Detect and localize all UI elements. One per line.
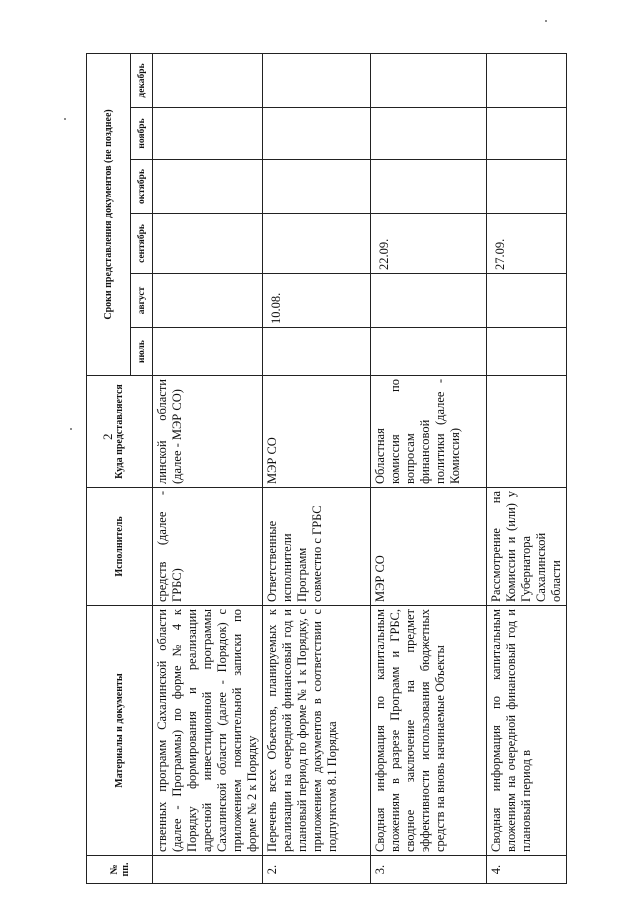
scan-speck xyxy=(545,20,547,22)
header-month: июль xyxy=(131,328,153,376)
page-number: 2 xyxy=(100,433,115,440)
header-where: Куда представляется xyxy=(87,376,153,488)
row-month-cell xyxy=(153,53,263,107)
header-month: сентябрь xyxy=(131,214,153,274)
row-month-cell xyxy=(371,328,487,376)
documents-schedule-table xyxy=(86,53,567,884)
row-month-cell xyxy=(371,160,487,214)
row-where: Областная комиссия по вопросам финансовой политики (далее - Комиссия) xyxy=(371,376,487,488)
row-month-cell xyxy=(153,274,263,328)
row-month-cell xyxy=(487,108,567,160)
scan-speck xyxy=(64,118,66,120)
row-month-cell xyxy=(263,108,371,160)
row-executor: средств (далее - ГРБС) xyxy=(153,488,263,606)
row-month-cell xyxy=(153,160,263,214)
row-month-cell: 27.09. xyxy=(487,214,567,274)
table-row xyxy=(371,53,487,883)
row-materials: ственных программ Сахалинской области (далее - Программы) по форме № 4 к Порядку формирования и реализации адресной инвестиционной программы Сахалинской области (далее - Порядок) с приложением пояснительной записки по форме № 2 к Порядку xyxy=(153,606,263,856)
row-month-cell xyxy=(153,108,263,160)
row-month-cell xyxy=(487,53,567,107)
header-materials: Материалы и документы xyxy=(87,606,153,856)
header-month: август xyxy=(131,274,153,328)
row-month-cell: 22.09. xyxy=(371,214,487,274)
header-no: № пп. xyxy=(87,856,153,884)
header-month: октябрь xyxy=(131,160,153,214)
row-number: 2. xyxy=(263,856,371,884)
row-month-cell xyxy=(487,274,567,328)
row-where: МЭР СО xyxy=(263,376,371,488)
row-executor: Ответственные исполнители Программ совместно с ГРБС xyxy=(263,488,371,606)
row-month-cell xyxy=(263,160,371,214)
row-executor: МЭР СО xyxy=(371,488,487,606)
row-month-cell: 10.08. xyxy=(263,274,371,328)
header-deadlines: Сроки представления документов (не позднее) xyxy=(87,53,131,375)
row-month-cell xyxy=(371,108,487,160)
row-month-cell xyxy=(487,328,567,376)
table-row xyxy=(487,53,567,883)
row-executor: Рассмотрение на Комиссии и (или) у Губернатора Сахалинской области xyxy=(487,488,567,606)
row-month-cell xyxy=(371,274,487,328)
row-materials: Сводная информация по капитальным вложениям на очередной финансовый год и плановый период в xyxy=(487,606,567,856)
rotated-table-sheet xyxy=(86,54,563,884)
row-where: линской области (далее - МЭР СО) xyxy=(153,376,263,488)
row-month-cell xyxy=(263,214,371,274)
header-month: ноябрь xyxy=(131,108,153,160)
table-row xyxy=(263,53,371,883)
table-row xyxy=(153,53,263,883)
row-month-cell xyxy=(371,53,487,107)
row-materials: Перечень всех Объектов, планируемых к реализации на очередной финансовый год и плановый период по форме № 1 к Порядку, с приложением документов в соответствии с подпунктом 8.1 Порядка xyxy=(263,606,371,856)
row-number: 4. xyxy=(487,856,567,884)
row-month-cell xyxy=(487,160,567,214)
header-row xyxy=(87,53,131,883)
row-month-cell xyxy=(263,328,371,376)
scan-speck xyxy=(70,428,72,430)
row-month-cell xyxy=(153,328,263,376)
row-number xyxy=(153,856,263,884)
row-month-cell xyxy=(153,214,263,274)
row-month-cell xyxy=(263,53,371,107)
header-executor: Исполнитель xyxy=(87,488,153,606)
row-materials: Сводная информация по капитальным вложениям в разрезе Программ и ГРБС, сводное заключение на предмет эффективности использования бюджетных средств на вновь начинаемые Объекты xyxy=(371,606,487,856)
header-month: декабрь xyxy=(131,53,153,107)
row-where xyxy=(487,376,567,488)
row-number: 3. xyxy=(371,856,487,884)
